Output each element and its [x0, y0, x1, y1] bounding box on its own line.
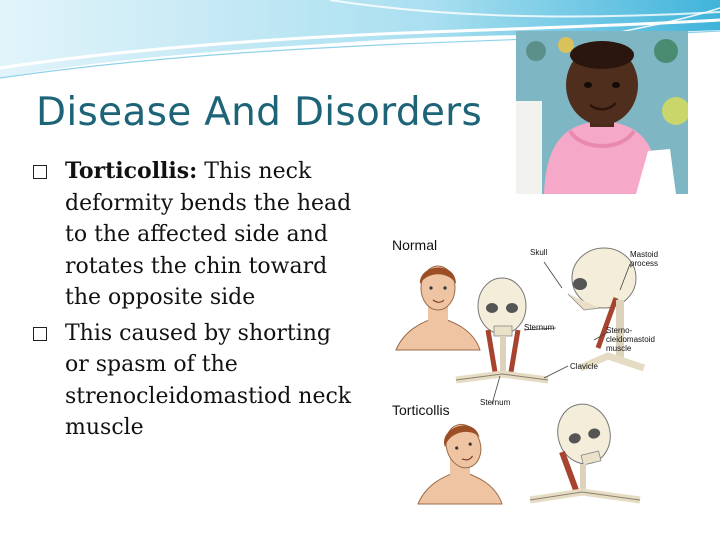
diagram-label-sternocleidomastoid: Sterno-cleidomastoid muscle [606, 326, 655, 353]
diagram-label-skull: Skull [530, 248, 548, 257]
bullet-text: This caused by shorting or spasm of the strenocleidomastiod neck muscle [65, 320, 352, 440]
baby-photo [516, 31, 688, 194]
anatomy-illustration [384, 228, 674, 518]
torticollis-diagram [384, 228, 674, 518]
diagram-label-normal: Normal [392, 237, 438, 253]
bullet-list [30, 156, 360, 444]
bullet-item [30, 318, 360, 444]
diagram-label-sternum-lower: Sternum [480, 398, 511, 407]
bullet-term: Torticollis: [65, 158, 198, 184]
slide-title: Disease And Disorders [36, 90, 483, 135]
bullet-box-icon [33, 165, 47, 179]
diagram-label-torticollis: Torticollis [392, 402, 450, 418]
diagram-label-sternum: Sternum [524, 323, 555, 332]
diagram-label-clavicle: Clavicle [570, 362, 599, 371]
diagram-label-mastoid: Mastoid process [630, 250, 659, 268]
bullet-item [30, 156, 360, 314]
bullet-box-icon [33, 327, 47, 341]
bullet-text: This neck deformity bends the head to the affected side and rotates the chin toward the opposite side [65, 159, 352, 310]
